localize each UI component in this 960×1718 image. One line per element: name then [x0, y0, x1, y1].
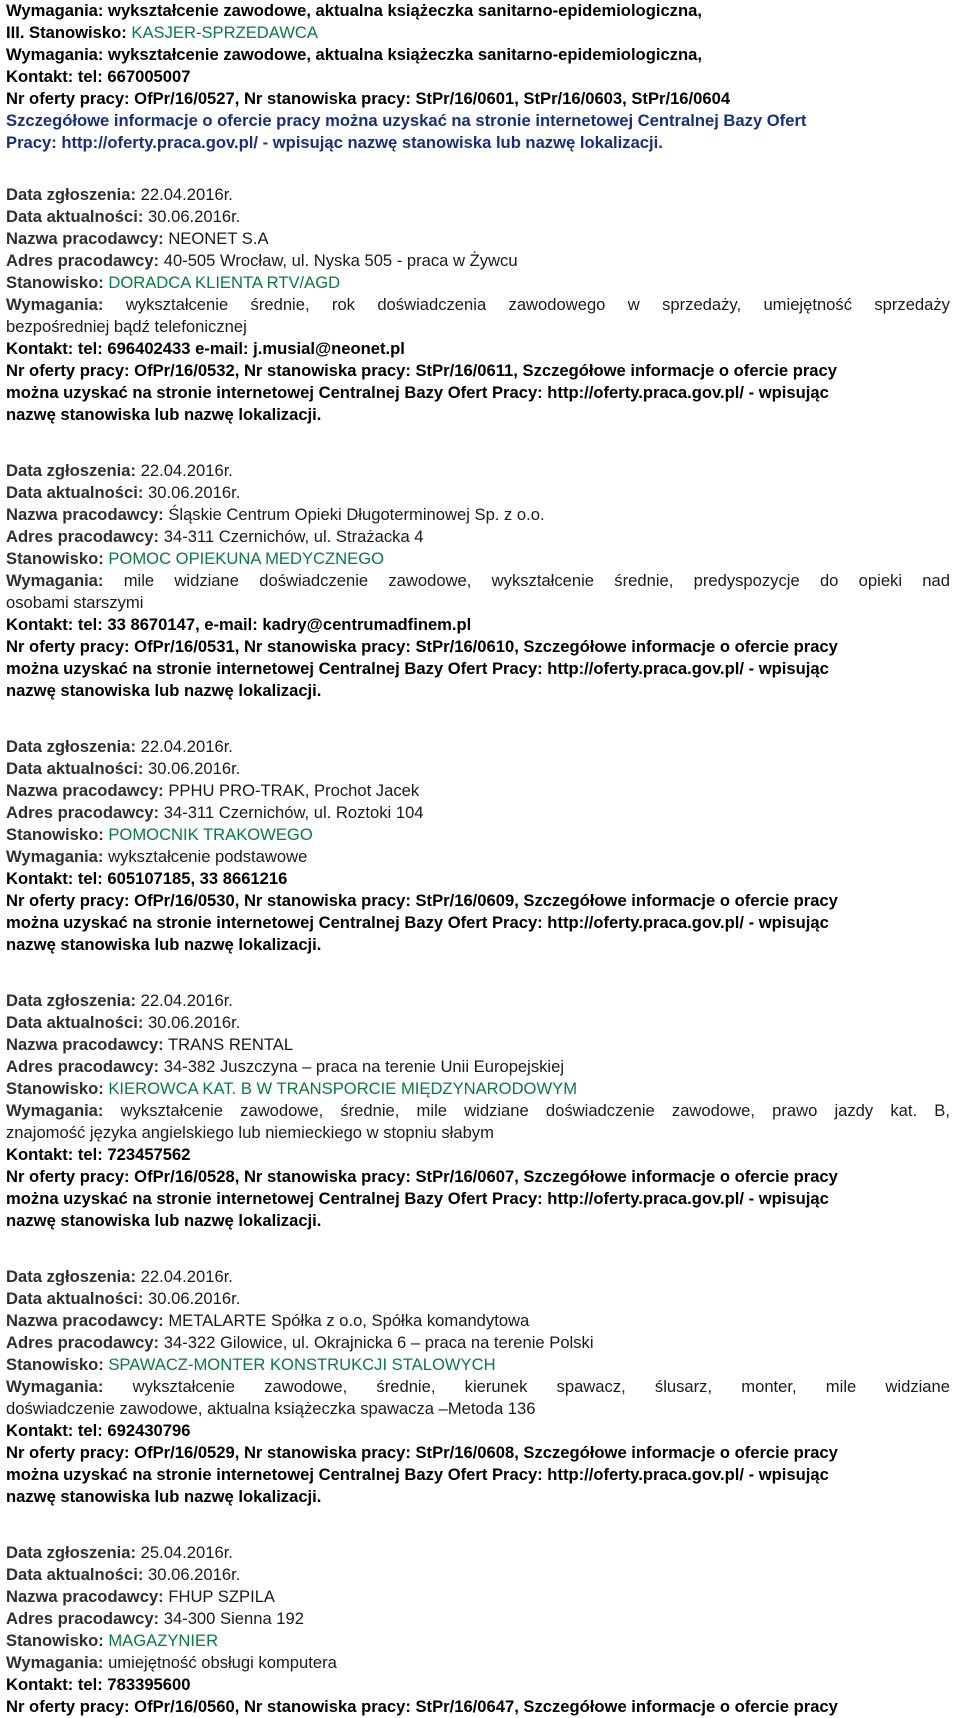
date-updated-line — [6, 1288, 950, 1310]
top-requirements-line: Wymagania: wykształcenie zawodowe, aktualna książeczka sanitarno-epidemiologiczna, — [6, 1, 702, 20]
address-line — [6, 1056, 950, 1078]
address-value: 34-300 Sienna 192 — [163, 1609, 304, 1628]
employer-line — [6, 1310, 950, 1332]
address-line — [6, 526, 950, 548]
position-label: Stanowisko: — [6, 1355, 104, 1374]
employer-line — [6, 228, 950, 250]
offer-info-line-end: nazwę stanowiska lub nazwę lokalizacji. — [6, 1487, 322, 1506]
employer-label: Nazwa pracodawcy: — [6, 1035, 164, 1054]
position-label: Stanowisko: — [6, 825, 104, 844]
date-submitted-value: 22.04.2016r. — [140, 185, 233, 204]
date-updated-line — [6, 1564, 950, 1586]
employer-label: Nazwa pracodawcy: — [6, 1311, 164, 1330]
address-label: Adres pracodawcy: — [6, 1057, 160, 1076]
position-value: DORADCA KLIENTA RTV/AGD — [108, 273, 341, 292]
address-line — [6, 802, 950, 824]
position-value: KIEROWCA KAT. B W TRANSPORCIE MIĘDZYNARODOWYM — [108, 1079, 578, 1098]
address-line — [6, 1608, 950, 1630]
employer-line — [6, 780, 950, 802]
offer-info-line: można uzyskać na stronie internetowej Centralnej Bazy Ofert Pracy: http://oferty.praca.gov.pl/ - wpisując — [6, 913, 829, 932]
offer-info-line-end: nazwę stanowiska lub nazwę lokalizacji. — [6, 681, 322, 700]
top-requirements-line-2: Wymagania: wykształcenie zawodowe, aktualna książeczka sanitarno-epidemiologiczna, — [6, 45, 702, 64]
address-label: Adres pracodawcy: — [6, 527, 160, 546]
address-value: 34-311 Czernichów, ul. Roztoki 104 — [163, 803, 424, 822]
requirements-line-1 — [6, 294, 950, 316]
top-position-prefix: III. Stanowisko: — [6, 23, 132, 42]
date-submitted-value: 22.04.2016r. — [140, 461, 233, 480]
requirements-line-2: doświadczenie zawodowe, aktualna książeczka spawacza –Metoda 136 — [6, 1399, 536, 1418]
requirements-label: Wymagania: — [6, 1101, 104, 1120]
position-label: Stanowisko: — [6, 549, 104, 568]
position-value: POMOC OPIEKUNA MEDYCZNEGO — [108, 549, 385, 568]
employer-line — [6, 1586, 950, 1608]
date-updated-label: Data aktualności: — [6, 483, 144, 502]
offer-info-line: można uzyskać na stronie internetowej Centralnej Bazy Ofert Pracy: http://oferty.praca.gov.pl/ - wpisując — [6, 383, 829, 402]
employer-line — [6, 1034, 950, 1056]
employer-value: Śląskie Centrum Opieki Długoterminowej Sp. z o.o. — [168, 505, 545, 524]
date-updated-label: Data aktualności: — [6, 1013, 144, 1032]
position-line — [6, 824, 950, 846]
top-offer-number-line: Nr oferty pracy: OfPr/16/0527, Nr stanowiska pracy: StPr/16/0601, StPr/16/0603, StPr/16/0604 — [6, 89, 731, 108]
position-label: Stanowisko: — [6, 273, 104, 292]
offer-number-line: Nr oferty pracy: OfPr/16/0528, Nr stanowiska pracy: StPr/16/0607, Szczegółowe informacje o ofercie pracy — [6, 1167, 838, 1186]
offer-info-line: można uzyskać na stronie internetowej Centralnej Bazy Ofert Pracy: http://oferty.praca.gov.pl/ - wpisując — [6, 659, 829, 678]
position-line — [6, 548, 950, 570]
employer-value: FHUP SZPILA — [168, 1587, 275, 1606]
employer-label: Nazwa pracodawcy: — [6, 229, 164, 248]
requirements-line-1 — [6, 1100, 950, 1122]
position-label: Stanowisko: — [6, 1079, 104, 1098]
offer-number-line: Nr oferty pracy: OfPr/16/0560, Nr stanowiska pracy: StPr/16/0647, Szczegółowe informacje o ofercie pracy — [6, 1697, 838, 1716]
offer-info-line-end: nazwę stanowiska lub nazwę lokalizacji. — [6, 405, 322, 424]
top-position-line — [6, 22, 950, 44]
employer-label: Nazwa pracodawcy: — [6, 505, 164, 524]
requirements-line-2: znajomość języka angielskiego lub niemieckiego w stopniu słabym — [6, 1123, 494, 1142]
offer-info-line: można uzyskać na stronie internetowej Centralnej Bazy Ofert Pracy: http://oferty.praca.gov.pl/ - wpisując — [6, 1465, 829, 1484]
address-line — [6, 1332, 950, 1354]
requirements-line-2: osobami starszymi — [6, 593, 144, 612]
date-submitted-line — [6, 990, 950, 1012]
date-updated-label: Data aktualności: — [6, 1565, 144, 1584]
date-submitted-label: Data zgłoszenia: — [6, 1267, 137, 1286]
address-label: Adres pracodawcy: — [6, 1609, 160, 1628]
contact-line: Kontakt: tel: 33 8670147, e-mail: kadry@centrumadfinem.pl — [6, 615, 472, 634]
employer-value: TRANS RENTAL — [168, 1035, 294, 1054]
offer-number-line: Nr oferty pracy: OfPr/16/0532, Nr stanowiska pracy: StPr/16/0611, Szczegółowe informacje o ofercie pracy — [6, 361, 837, 380]
position-line — [6, 1078, 950, 1100]
top-contact-line: Kontakt: tel: 667005007 — [6, 67, 191, 86]
date-submitted-line — [6, 1542, 950, 1564]
employer-label: Nazwa pracodawcy: — [6, 781, 164, 800]
date-submitted-value: 22.04.2016r. — [140, 991, 233, 1010]
date-updated-line — [6, 1012, 950, 1034]
date-submitted-label: Data zgłoszenia: — [6, 991, 137, 1010]
date-submitted-value: 22.04.2016r. — [140, 1267, 233, 1286]
offer-number-line: Nr oferty pracy: OfPr/16/0529, Nr stanowiska pracy: StPr/16/0608, Szczegółowe informacje o ofercie pracy — [6, 1443, 838, 1462]
date-submitted-value: 25.04.2016r. — [140, 1543, 233, 1562]
date-submitted-label: Data zgłoszenia: — [6, 185, 137, 204]
position-label: Stanowisko: — [6, 1631, 104, 1650]
requirements-line-1 — [6, 1652, 950, 1674]
date-updated-line — [6, 206, 950, 228]
requirements-label: Wymagania: — [6, 1377, 104, 1396]
contact-line: Kontakt: tel: 605107185, 33 8661216 — [6, 869, 288, 888]
position-line — [6, 1354, 950, 1376]
employer-value: NEONET S.A — [168, 229, 269, 248]
position-value: MAGAZYNIER — [108, 1631, 219, 1650]
position-line — [6, 272, 950, 294]
date-submitted-label: Data zgłoszenia: — [6, 461, 137, 480]
position-value: SPAWACZ-MONTER KONSTRUKCJI STALOWYCH — [108, 1355, 496, 1374]
date-submitted-line — [6, 1266, 950, 1288]
requirements-line-1 — [6, 570, 950, 592]
address-line — [6, 250, 950, 272]
date-updated-label: Data aktualności: — [6, 759, 144, 778]
employer-label: Nazwa pracodawcy: — [6, 1587, 164, 1606]
requirements-label: Wymagania: — [6, 295, 104, 314]
offer-number-line: Nr oferty pracy: OfPr/16/0531, Nr stanowiska pracy: StPr/16/0610, Szczegółowe informacje o ofercie pracy — [6, 637, 838, 656]
position-value: POMOCNIK TRAKOWEGO — [108, 825, 313, 844]
address-label: Adres pracodawcy: — [6, 803, 160, 822]
address-value: 34-382 Juszczyna – praca na terenie Unii Europejskiej — [163, 1057, 565, 1076]
address-value: 34-322 Gilowice, ul. Okrajnicka 6 – praca na terenie Polski — [163, 1333, 594, 1352]
employer-line — [6, 504, 950, 526]
address-value: 40-505 Wrocław, ul. Nyska 505 - praca w Żywcu — [163, 251, 518, 270]
date-submitted-label: Data zgłoszenia: — [6, 1543, 137, 1562]
requirements-label: Wymagania: — [6, 571, 104, 590]
date-updated-label: Data aktualności: — [6, 207, 144, 226]
employer-value: PPHU PRO-TRAK, Prochot Jacek — [168, 781, 420, 800]
position-line — [6, 1630, 950, 1652]
requirements-value: umiejętność obsługi komputera — [108, 1653, 337, 1672]
top-info-line-2: Pracy: http://oferty.praca.gov.pl/ - wpisując nazwę stanowiska lub nazwę lokalizacji. — [6, 133, 663, 152]
date-submitted-line — [6, 736, 950, 758]
address-label: Adres pracodawcy: — [6, 1333, 160, 1352]
requirements-line-1 — [6, 1376, 950, 1398]
requirements-value: wykształcenie zawodowe, średnie, mile widziane doświadczenie zawodowe, prawo jazdy kat. B, — [120, 1101, 950, 1120]
requirements-label: Wymagania: — [6, 847, 104, 866]
date-updated-value: 30.06.2016r. — [148, 207, 241, 226]
requirements-label: Wymagania: — [6, 1653, 104, 1672]
offer-info-line-end: nazwę stanowiska lub nazwę lokalizacji. — [6, 935, 322, 954]
date-updated-line — [6, 758, 950, 780]
date-updated-value: 30.06.2016r. — [148, 1565, 241, 1584]
contact-line: Kontakt: tel: 692430796 — [6, 1421, 191, 1440]
top-position-name: KASJER-SPRZEDAWCA — [131, 23, 318, 42]
contact-line: Kontakt: tel: 696402433 e-mail: j.musial@neonet.pl — [6, 339, 405, 358]
contact-line: Kontakt: tel: 723457562 — [6, 1145, 191, 1164]
requirements-value: wykształcenie zawodowe, średnie, kierunek spawacz, ślusarz, monter, mile widziane — [132, 1377, 950, 1396]
date-submitted-label: Data zgłoszenia: — [6, 737, 137, 756]
date-updated-line — [6, 482, 950, 504]
offer-info-line-end: nazwę stanowiska lub nazwę lokalizacji. — [6, 1211, 322, 1230]
offer-info-line: można uzyskać na stronie internetowej Centralnej Bazy Ofert Pracy: http://oferty.praca.gov.pl/ - wpisując — [6, 1189, 829, 1208]
contact-line: Kontakt: tel: 783395600 — [6, 1675, 191, 1694]
date-updated-label: Data aktualności: — [6, 1289, 144, 1308]
requirements-line-1 — [6, 846, 950, 868]
date-submitted-line — [6, 184, 950, 206]
requirements-value: wykształcenie podstawowe — [108, 847, 308, 866]
date-updated-value: 30.06.2016r. — [148, 483, 241, 502]
date-submitted-value: 22.04.2016r. — [140, 737, 233, 756]
address-label: Adres pracodawcy: — [6, 251, 160, 270]
requirements-value: mile widziane doświadczenie zawodowe, wykształcenie średnie, predyspozycje do opieki nad — [123, 571, 950, 590]
requirements-line-2: bezpośredniej bądź telefonicznej — [6, 317, 247, 336]
offer-number-line: Nr oferty pracy: OfPr/16/0530, Nr stanowiska pracy: StPr/16/0609, Szczegółowe informacje o ofercie pracy — [6, 891, 838, 910]
employer-value: METALARTE Spółka z o.o, Spółka komandytowa — [168, 1311, 530, 1330]
date-updated-value: 30.06.2016r. — [148, 1013, 241, 1032]
date-submitted-line — [6, 460, 950, 482]
date-updated-value: 30.06.2016r. — [148, 759, 241, 778]
date-updated-value: 30.06.2016r. — [148, 1289, 241, 1308]
address-value: 34-311 Czernichów, ul. Strażacka 4 — [163, 527, 424, 546]
requirements-value: wykształcenie średnie, rok doświadczenia zawodowego w sprzedaży, umiejętność sprzedaży — [125, 295, 950, 314]
top-info-line-1: Szczegółowe informacje o ofercie pracy można uzyskać na stronie internetowej Centralnej Bazy Ofert — [6, 111, 807, 130]
